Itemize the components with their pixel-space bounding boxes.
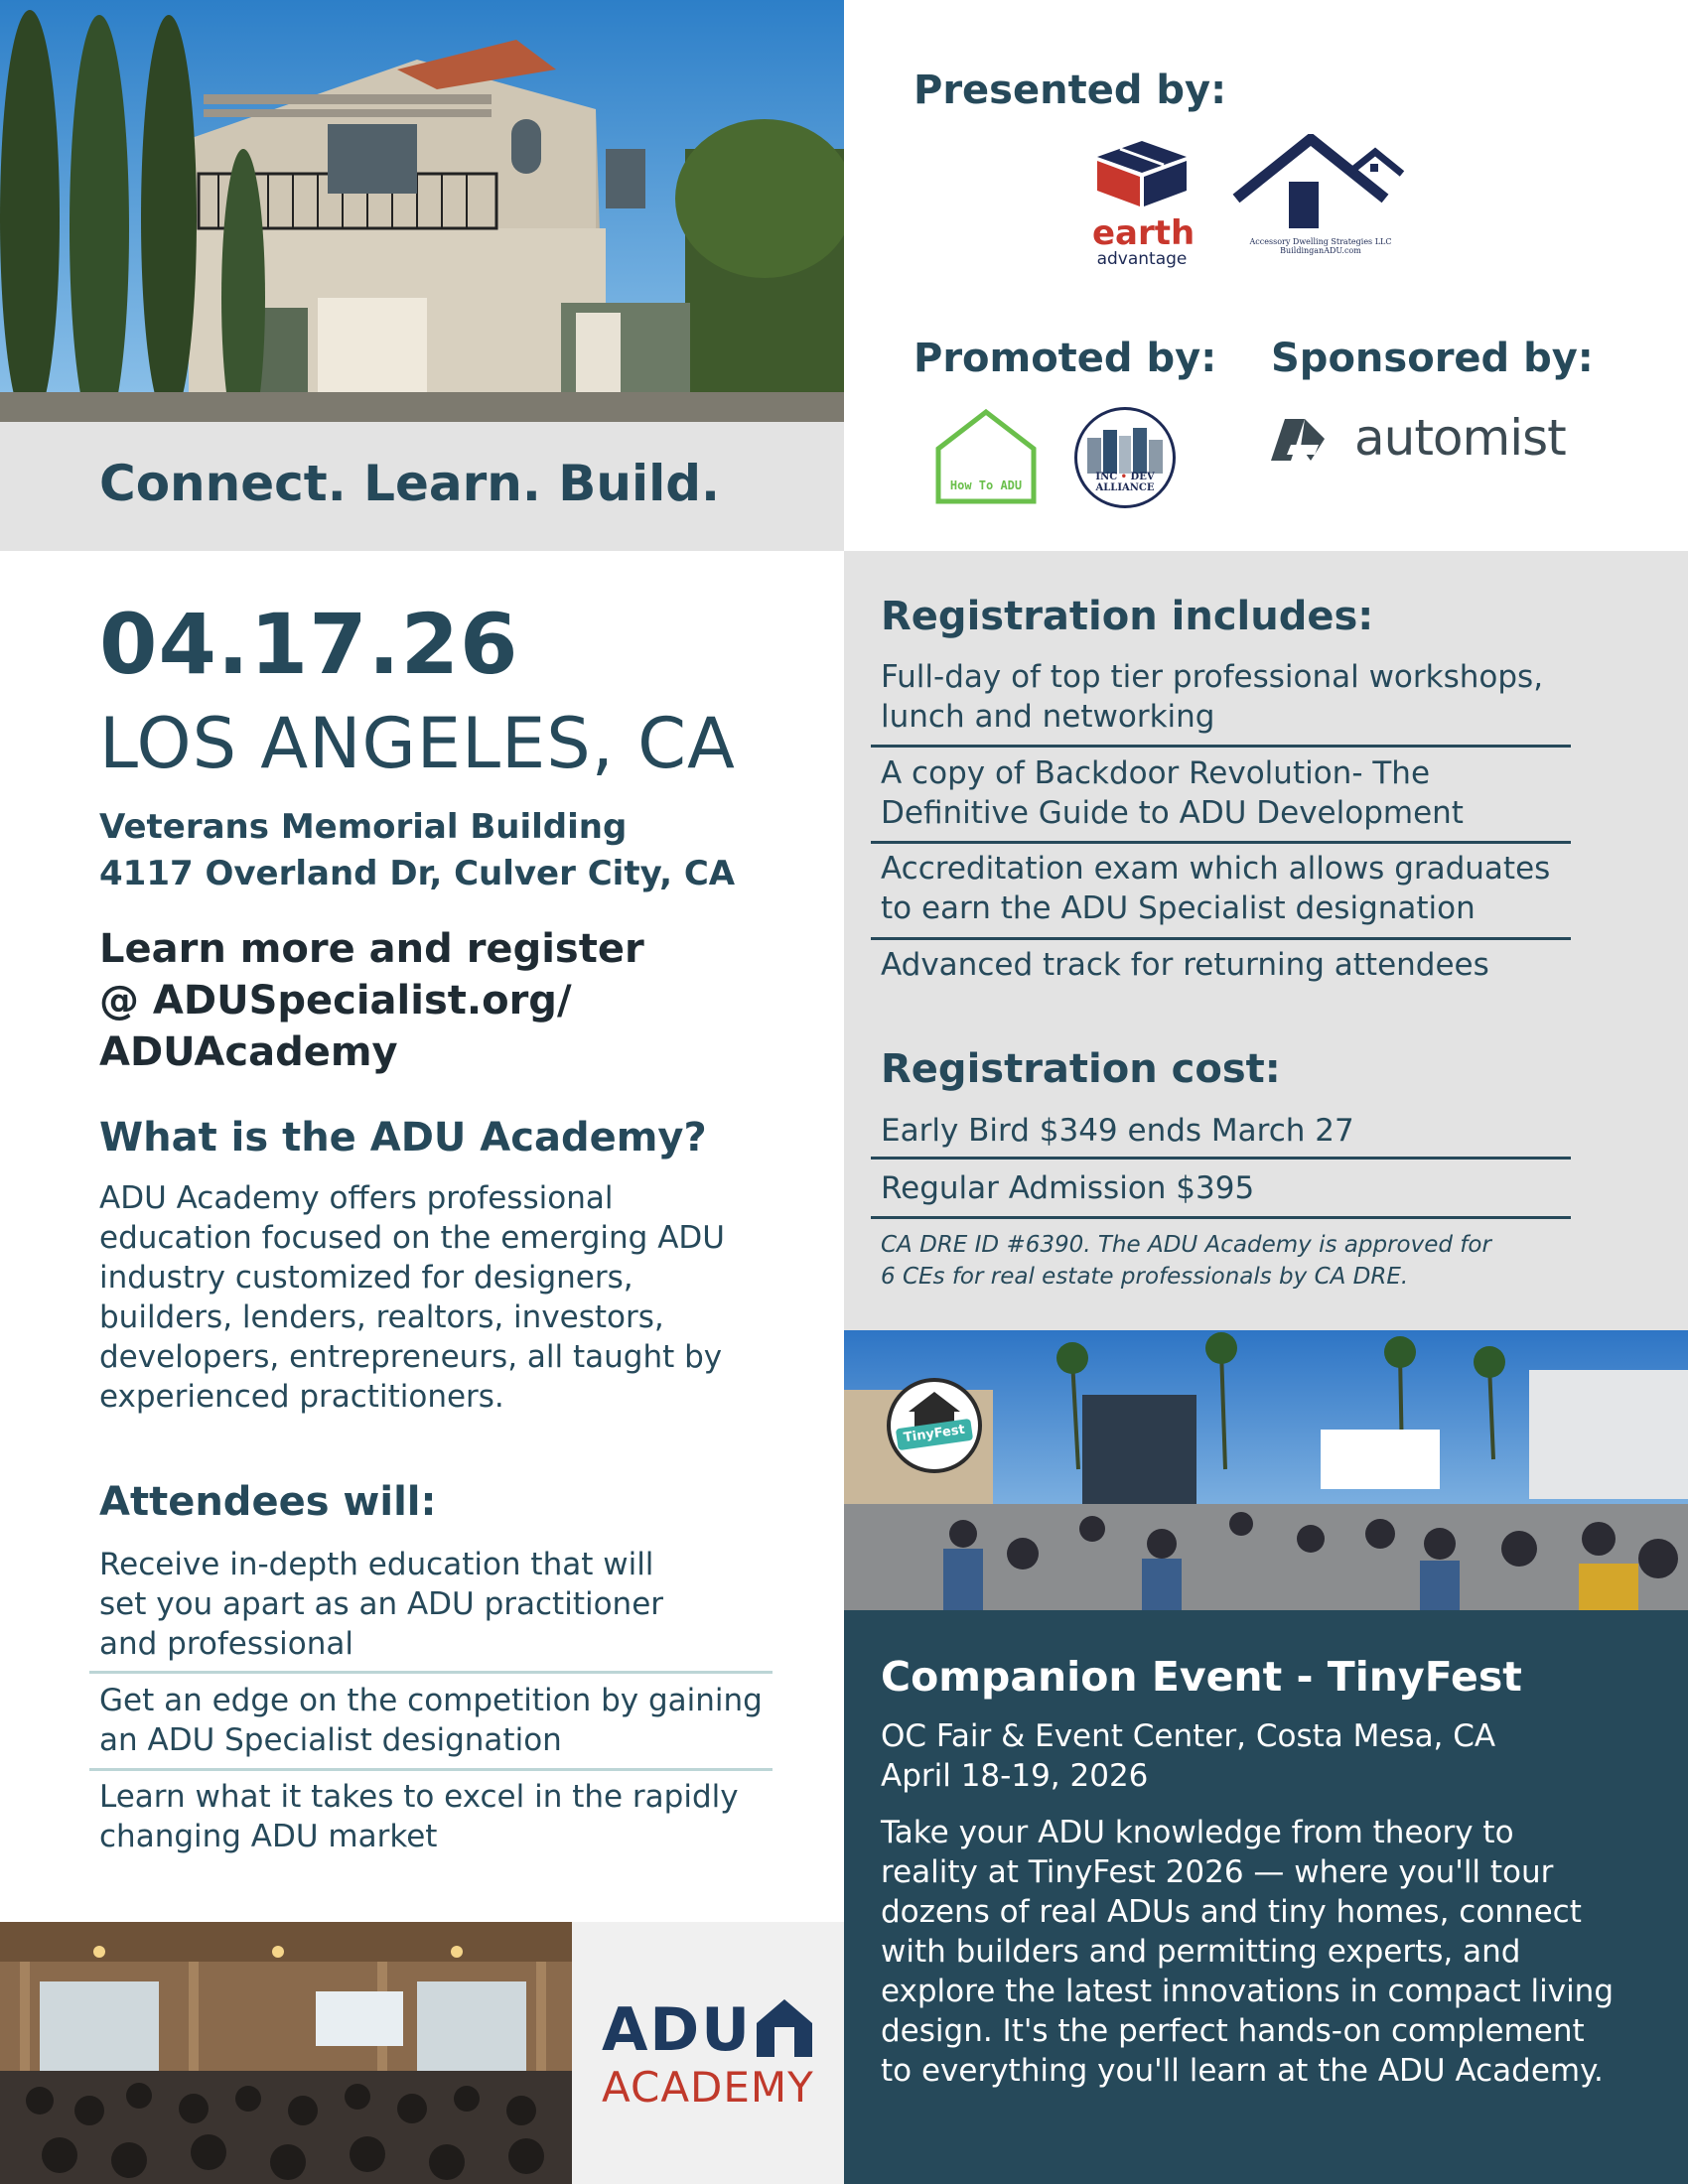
companion-dates: April 18-19, 2026	[881, 1758, 1149, 1794]
earth-advantage-word1: earth	[1092, 213, 1196, 253]
ads-name: Accessory Dwelling Strategies LLC	[1249, 237, 1392, 246]
cost-regular: Regular Admission $395	[881, 1170, 1255, 1206]
alliance-word: ALLIANCE	[1095, 482, 1155, 493]
divider	[89, 1671, 773, 1674]
divider	[871, 1157, 1571, 1160]
register-link[interactable]: ADUAcademy	[99, 1029, 398, 1075]
register-line: Learn more and register	[99, 926, 644, 972]
about-line: ADU Academy offers professional	[99, 1180, 614, 1216]
registration-item-line: A copy of Backdoor Revolution- The	[881, 755, 1431, 791]
registration-item-line: lunch and networking	[881, 699, 1215, 735]
registration-item	[881, 945, 1581, 985]
event-city: LOS ANGELES, CA	[99, 703, 736, 784]
attendee-item-line: set you apart as an ADU practitioner	[99, 1586, 664, 1622]
earth-advantage-cube-icon	[1092, 139, 1192, 208]
event-date: 04.17.26	[99, 596, 519, 693]
companion-text	[881, 1813, 1645, 2091]
inc-dev-label: INC • DEV ALLIANCE	[1095, 472, 1155, 493]
about-line: developers, entrepreneurs, all taught by	[99, 1339, 723, 1375]
attendee-item-line: Learn what it takes to excel in the rapidly	[99, 1779, 739, 1815]
house-icon	[1231, 134, 1410, 233]
registration-item-line: to earn the ADU Specialist designation	[881, 890, 1476, 926]
adu-academy-house-icon	[755, 1997, 814, 2059]
attendee-item-line: Get an edge on the competition by gaining	[99, 1683, 763, 1718]
companion-line: dozens of real ADUs and tiny homes, connect	[881, 1894, 1582, 1930]
companion-location: OC Fair & Event Center, Costa Mesa, CA	[881, 1718, 1496, 1754]
register-link[interactable]: @ ADUSpecialist.org/	[99, 978, 572, 1024]
adu-academy-logo-adu: ADU	[602, 1995, 752, 2065]
companion-heading: Companion Event - TinyFest	[881, 1653, 1522, 1701]
how-to-adu-label: How To ADU	[949, 478, 1023, 492]
earth-advantage-word2: advantage	[1096, 249, 1188, 269]
sponsored-by-heading: Sponsored by:	[1271, 336, 1594, 381]
about-line: experienced practitioners.	[99, 1379, 504, 1415]
companion-line: reality at TinyFest 2026 — where you'll tour	[881, 1854, 1554, 1890]
divider	[871, 1216, 1571, 1219]
automist-mark-icon	[1271, 417, 1336, 463]
companion-line: to everything you'll learn at the ADU Academy.	[881, 2053, 1604, 2089]
registration-includes-heading: Registration includes:	[881, 594, 1374, 639]
about-line: builders, lenders, realtors, investors,	[99, 1299, 664, 1335]
companion-line: with builders and permitting experts, and	[881, 1934, 1521, 1970]
registration-item	[881, 753, 1581, 833]
registration-item	[881, 849, 1581, 928]
promoted-by-heading: Promoted by:	[914, 336, 1217, 381]
attendee-item-line: changing ADU market	[99, 1819, 438, 1854]
registration-item-line: Definitive Guide to ADU Development	[881, 795, 1464, 831]
attendee-item	[99, 1681, 774, 1760]
inc-dev-alliance-logo	[1074, 407, 1176, 508]
registration-item-line: Accreditation exam which allows graduates	[881, 851, 1551, 887]
inc-word: INC	[1095, 472, 1118, 482]
divider	[89, 1768, 773, 1771]
about-line: industry customized for designers,	[99, 1260, 633, 1296]
automist-logo	[1271, 409, 1589, 469]
registration-item-line: Full-day of top tier professional workshops,	[881, 659, 1544, 695]
earth-advantage-logo	[1092, 139, 1196, 269]
cost-early-bird: Early Bird $349 ends March 27	[881, 1113, 1354, 1149]
venue-address: 4117 Overland Dr, Culver City, CA	[99, 854, 736, 893]
ads-url: BuildinganADU.com	[1280, 246, 1361, 255]
automist-word: automist	[1354, 409, 1566, 467]
dre-note	[881, 1229, 1576, 1293]
attendee-item-line: an ADU Specialist designation	[99, 1722, 562, 1758]
dev-word: DEV	[1130, 472, 1155, 482]
dre-note-line: 6 CEs for real estate professionals by CA DRE.	[881, 1264, 1409, 1290]
venue	[99, 804, 735, 897]
tinyfest-badge-label: TinyFest	[896, 1419, 973, 1450]
register-callout	[99, 923, 794, 1078]
tinyfest-photo	[844, 1330, 1688, 1610]
tinyfest-badge	[887, 1378, 982, 1473]
attendees-heading: Attendees will:	[99, 1479, 437, 1525]
attendee-item	[99, 1777, 774, 1856]
about-heading: What is the ADU Academy?	[99, 1115, 707, 1160]
registration-cost-heading: Registration cost:	[881, 1046, 1281, 1092]
companion-line: design. It's the perfect hands-on complement	[881, 2013, 1585, 2049]
companion-details	[881, 1716, 1596, 1796]
divider	[871, 937, 1571, 940]
divider	[871, 745, 1571, 748]
house-photo	[0, 0, 844, 422]
divider	[871, 841, 1571, 844]
companion-line: Take your ADU knowledge from theory to	[881, 1815, 1514, 1850]
adu-academy-logo-academy: ACADEMY	[602, 2063, 814, 2112]
companion-line: explore the latest innovations in compact living	[881, 1974, 1615, 2009]
about-text	[99, 1178, 765, 1417]
ads-logo	[1231, 134, 1410, 273]
how-to-adu-logo	[933, 407, 1039, 506]
attendee-item-line: Receive in-depth education that will	[99, 1547, 654, 1582]
skyline-icon	[1077, 424, 1173, 474]
registration-item-line: Advanced track for returning attendees	[881, 947, 1489, 983]
presented-by-heading: Presented by:	[914, 68, 1227, 113]
attendee-item-line: and professional	[99, 1626, 354, 1662]
tagline: Connect. Learn. Build.	[99, 455, 721, 512]
about-line: education focused on the emerging ADU	[99, 1220, 725, 1256]
classroom-photo	[0, 1922, 572, 2184]
venue-name: Veterans Memorial Building	[99, 807, 628, 847]
registration-item	[881, 657, 1581, 737]
dre-note-line: CA DRE ID #6390. The ADU Academy is approved for	[881, 1232, 1491, 1258]
attendee-item	[99, 1545, 774, 1664]
